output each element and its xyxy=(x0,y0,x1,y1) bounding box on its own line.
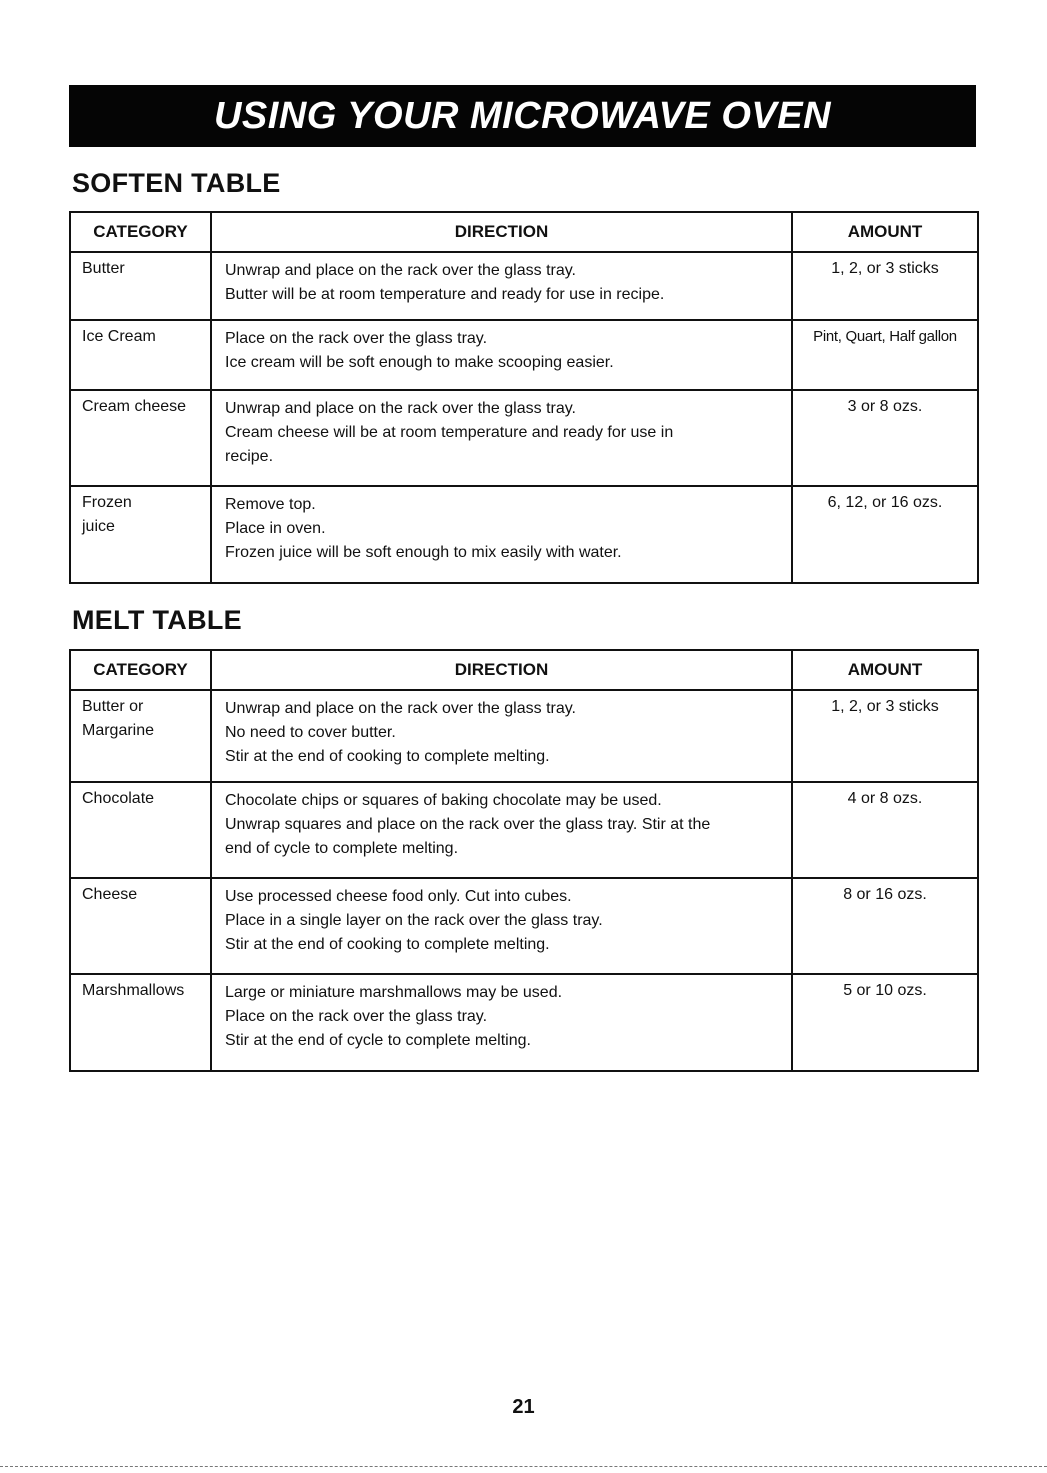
amount-cell: 5 or 10 ozs. xyxy=(792,974,978,1071)
column-header-direction: DIRECTION xyxy=(211,212,792,252)
category-text: Butter or xyxy=(82,698,144,715)
soften-table-header-row xyxy=(70,212,978,252)
amount-cell: 1, 2, or 3 sticks xyxy=(792,690,978,782)
melt-table-title: MELT TABLE xyxy=(72,605,242,635)
direction-text: Unwrap squares and place on the rack over the glass tray. Stir at the xyxy=(225,816,711,833)
direction-cell xyxy=(211,690,792,782)
category-text: Cream cheese xyxy=(82,398,187,415)
direction-text: Stir at the end of cycle to complete melting. xyxy=(225,1032,531,1049)
direction-text: Unwrap and place on the rack over the glass tray. xyxy=(225,700,576,717)
page-bottom-rule xyxy=(0,1466,1047,1467)
category-text: Ice Cream xyxy=(82,328,156,345)
direction-text: Unwrap and place on the rack over the glass tray. xyxy=(225,262,576,279)
table-row xyxy=(70,486,978,583)
table-row xyxy=(70,252,978,320)
category-cell xyxy=(70,782,211,878)
direction-cell xyxy=(211,252,792,320)
amount-cell: 6, 12, or 16 ozs. xyxy=(792,486,978,583)
category-text: Butter xyxy=(82,260,125,277)
column-header-category: CATEGORY xyxy=(70,212,211,252)
column-header-direction: DIRECTION xyxy=(211,650,792,690)
category-cell xyxy=(70,390,211,486)
category-cell xyxy=(70,486,211,583)
soften-table xyxy=(69,211,979,584)
category-text: juice xyxy=(82,518,115,535)
page-header-banner xyxy=(69,85,976,147)
category-text: Cheese xyxy=(82,886,138,903)
column-header-amount: AMOUNT xyxy=(792,650,978,690)
direction-text: Place in a single layer on the rack over the glass tray. xyxy=(225,912,603,929)
category-cell xyxy=(70,878,211,974)
direction-text: Stir at the end of cooking to complete melting. xyxy=(225,936,550,953)
table-row xyxy=(70,974,978,1071)
direction-text: Butter will be at room temperature and ready for use in recipe. xyxy=(225,286,665,303)
direction-cell xyxy=(211,320,792,390)
category-text: Margarine xyxy=(82,722,155,739)
direction-cell xyxy=(211,782,792,878)
direction-text: Unwrap and place on the rack over the glass tray. xyxy=(225,400,576,417)
direction-cell xyxy=(211,878,792,974)
direction-text: Place on the rack over the glass tray. xyxy=(225,330,488,347)
category-cell xyxy=(70,320,211,390)
direction-text: Place on the rack over the glass tray. xyxy=(225,1008,488,1025)
melt-table-header-row xyxy=(70,650,978,690)
category-cell xyxy=(70,252,211,320)
column-header-category: CATEGORY xyxy=(70,650,211,690)
amount-cell: 3 or 8 ozs. xyxy=(792,390,978,486)
page-header-title: USING YOUR MICROWAVE OVEN xyxy=(213,94,832,137)
table-row xyxy=(70,690,978,782)
table-row xyxy=(70,320,978,390)
amount-cell: 8 or 16 ozs. xyxy=(792,878,978,974)
direction-text: Frozen juice will be soft enough to mix easily with water. xyxy=(225,544,622,561)
direction-text: No need to cover butter. xyxy=(225,724,396,741)
amount-cell: 4 or 8 ozs. xyxy=(792,782,978,878)
column-header-amount: AMOUNT xyxy=(792,212,978,252)
direction-text: Cream cheese will be at room temperature and ready for use in xyxy=(225,424,674,441)
direction-text: end of cycle to complete melting. xyxy=(225,840,459,857)
direction-text: Chocolate chips or squares of baking chocolate may be used. xyxy=(225,792,662,809)
direction-text: Remove top. xyxy=(225,496,316,513)
category-cell xyxy=(70,974,211,1071)
table-row xyxy=(70,782,978,878)
direction-cell xyxy=(211,974,792,1071)
category-text: Chocolate xyxy=(82,790,155,807)
direction-text: Large or miniature marshmallows may be used. xyxy=(225,984,563,1001)
category-text: Frozen xyxy=(82,494,132,511)
table-row xyxy=(70,878,978,974)
direction-text: Stir at the end of cooking to complete melting. xyxy=(225,748,550,765)
direction-text: recipe. xyxy=(225,448,274,465)
direction-text: Ice cream will be soft enough to make scooping easier. xyxy=(225,354,614,371)
amount-cell: 1, 2, or 3 sticks xyxy=(792,252,978,320)
melt-table xyxy=(69,649,979,1072)
soften-table-title: SOFTEN TABLE xyxy=(72,168,281,198)
direction-cell xyxy=(211,486,792,583)
page-number: 21 xyxy=(512,1396,535,1418)
direction-cell xyxy=(211,390,792,486)
category-text: Marshmallows xyxy=(82,982,185,999)
category-cell xyxy=(70,690,211,782)
table-row xyxy=(70,390,978,486)
amount-cell: Pint, Quart, Half gallon xyxy=(792,320,978,390)
direction-text: Use processed cheese food only. Cut into cubes. xyxy=(225,888,572,905)
direction-text: Place in oven. xyxy=(225,520,326,537)
